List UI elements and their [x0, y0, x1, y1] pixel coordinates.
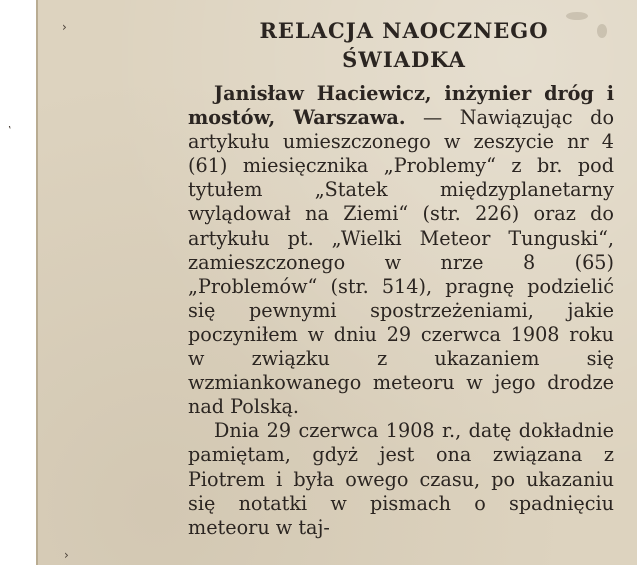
left-margin-arrow: ›: [64, 548, 69, 562]
article-paragraph-2: Dnia 29 czerwca 1908 r., datę dokładnie pamiętam, gdyż jest ona związana z Piotrem i była owego czasu, po ukazaniu się notatki w pismach o spadnięciu meteoru w taj-: [188, 419, 614, 539]
left-margin-mark: ‛: [8, 124, 12, 137]
paragraph-1-body: — Nawiązując do artykułu umieszczonego w zeszycie nr 4 (61) miesięcznika „Problemy“ z br. pod tytułem „Statek międzyplanetarny wylądował na Ziemi“ (str. 226) oraz do artykułu pt. „Wielki Meteor Tunguski“, zamieszczonego w nrze 8 (65) „Problemów“ (str. 514), pragnę podzielić się pewnymi spostrzeżeniami, jakie poczyniłem w dniu 29 czerwca 1908 roku w związku z ukazaniem się wzmiankowanego meteoru w jego drodze nad Polską.: [188, 106, 615, 419]
article-paragraph-1: [188, 82, 614, 419]
article-title: [188, 16, 614, 74]
clipping-left-edge: [36, 0, 38, 565]
left-margin-mark-top: ›: [62, 20, 67, 34]
article: [188, 16, 614, 540]
article-title-line-2: ŚWIADKA: [342, 47, 466, 72]
author-byline: Janisław Haciewicz, inżynier dróg i mostów, Warszawa.: [188, 82, 614, 130]
article-title-line-1: RELACJA NAOCZNEGO: [259, 18, 549, 43]
